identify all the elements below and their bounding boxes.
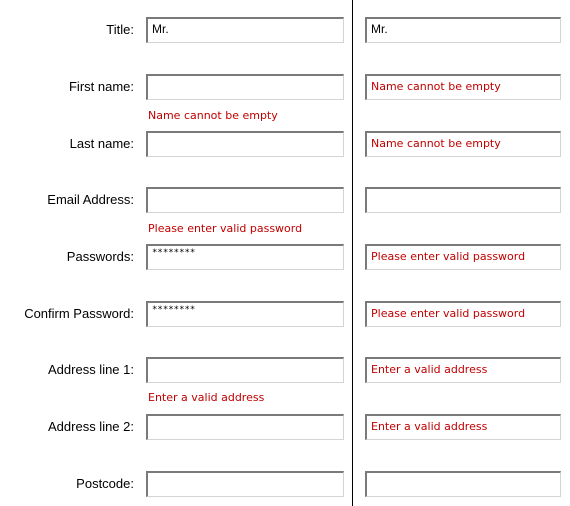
first-name-label: First name: [68, 79, 134, 94]
password-field[interactable] [146, 244, 344, 270]
last-name-label: Last name: [69, 136, 134, 151]
first-name-inline-error: Name cannot be empty [371, 80, 501, 93]
last-name-inline-error: Name cannot be empty [371, 137, 501, 150]
first-name-error: Name cannot be empty [148, 109, 278, 122]
title-label: Title: [106, 22, 134, 37]
address-line-2-field-alt[interactable] [365, 414, 561, 440]
password-field-alt[interactable] [365, 244, 561, 270]
confirm-password-inline-error: Please enter valid password [371, 307, 526, 320]
address-line-1-label: Address line 1: [48, 362, 134, 377]
title-field[interactable] [146, 17, 344, 43]
column-divider [352, 0, 353, 506]
password-inline-error: Please enter valid password [371, 250, 526, 263]
email-field-alt[interactable] [365, 187, 561, 213]
last-name-field-alt[interactable] [365, 131, 561, 157]
last-name-field[interactable] [146, 131, 344, 157]
email-label: Email Address: [47, 192, 134, 207]
address-line-1-field[interactable] [146, 357, 344, 383]
address-line-1-inline-error: Enter a valid address [371, 363, 488, 376]
postcode-field-alt[interactable] [365, 471, 561, 497]
password-error: Please enter valid password [148, 222, 303, 235]
first-name-field-alt[interactable] [365, 74, 561, 100]
title-field-value: Mr. [152, 22, 169, 36]
email-field[interactable] [146, 187, 344, 213]
address-error: Enter a valid address [148, 391, 265, 404]
title-field-alt[interactable] [365, 17, 561, 43]
first-name-field[interactable] [146, 74, 344, 100]
password-field-value: ******** [152, 248, 196, 258]
address-line-2-label: Address line 2: [48, 419, 134, 434]
postcode-label: Postcode: [76, 476, 134, 491]
confirm-password-field[interactable] [146, 301, 344, 327]
address-line-2-inline-error: Enter a valid address [371, 420, 488, 433]
postcode-field[interactable] [146, 471, 344, 497]
address-line-2-field[interactable] [146, 414, 344, 440]
confirm-password-label: Confirm Password: [24, 306, 134, 321]
address-line-1-field-alt[interactable] [365, 357, 561, 383]
confirm-password-field-value: ******** [152, 305, 196, 315]
title-field-alt-value: Mr. [371, 22, 388, 36]
confirm-password-field-alt[interactable] [365, 301, 561, 327]
passwords-label: Passwords: [66, 249, 134, 264]
